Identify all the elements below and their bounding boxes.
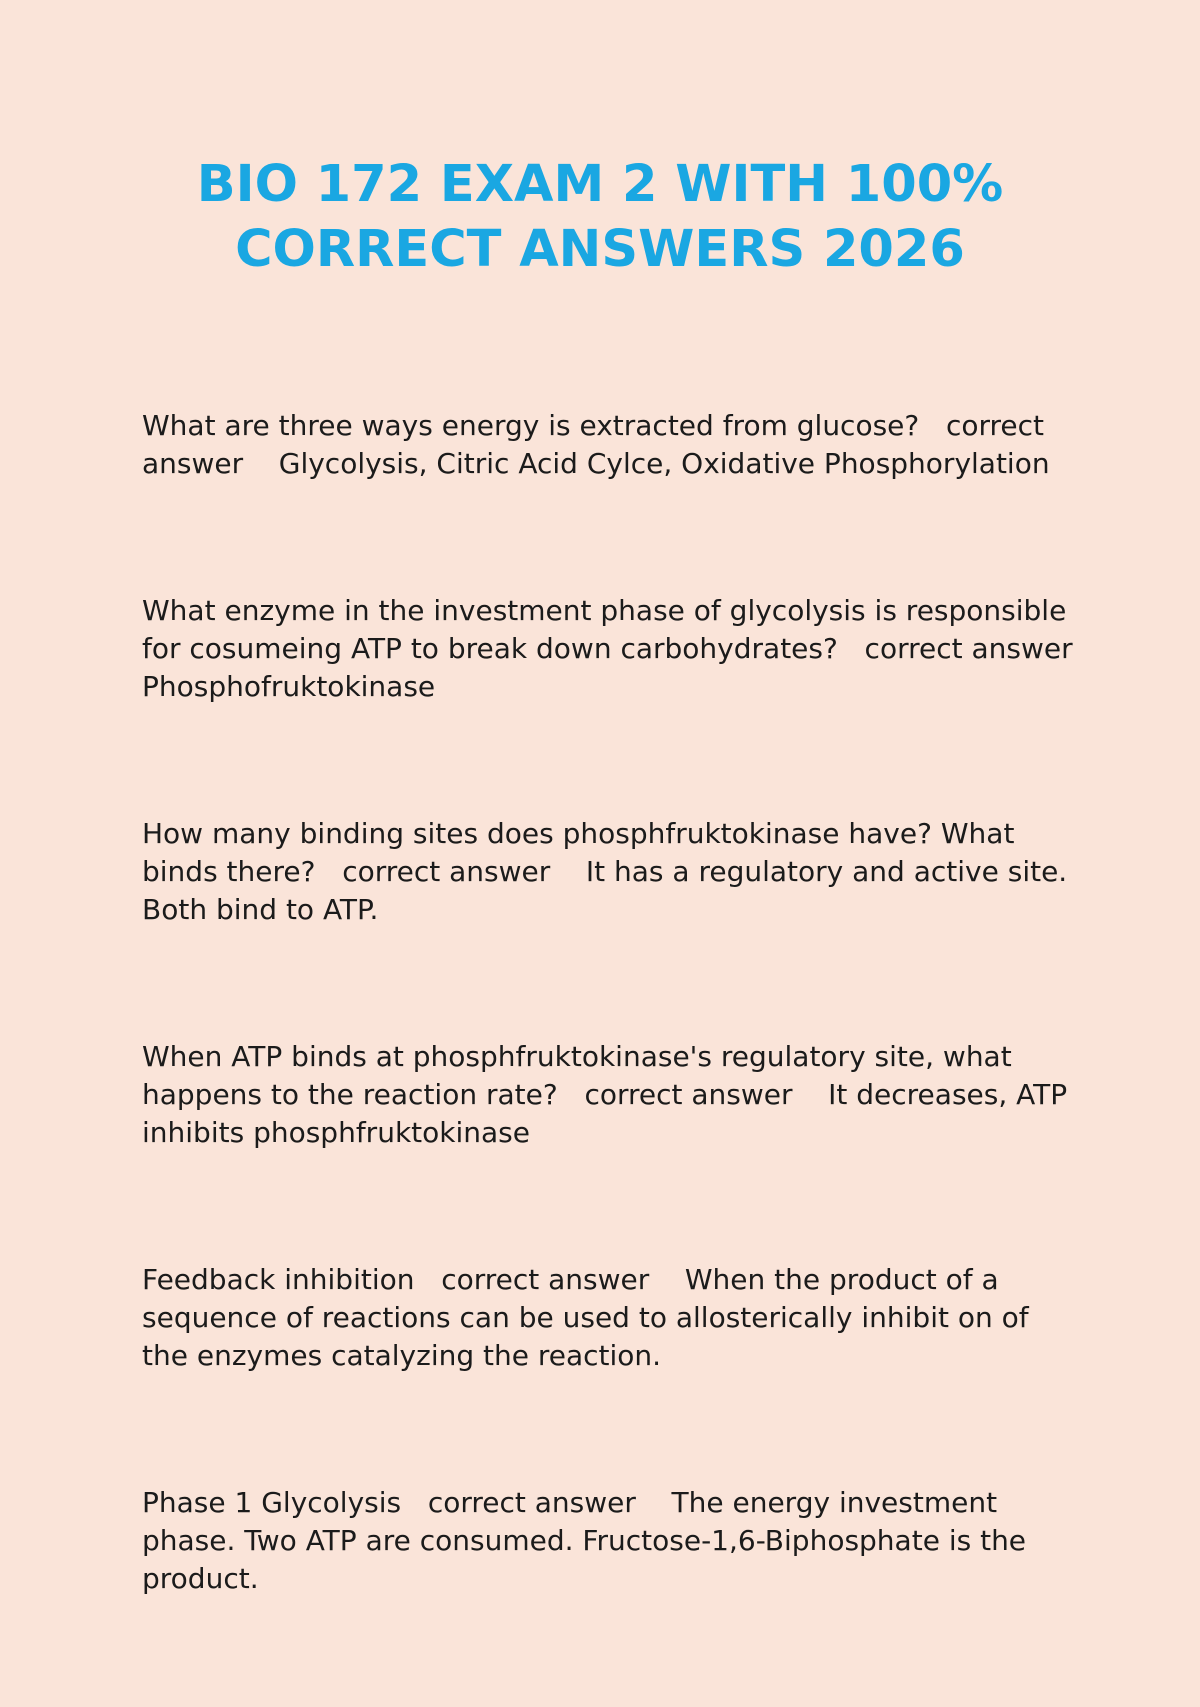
answer-text: It decreases, ATP inhibits phosphfruktokinase [142,1078,1077,1149]
qa-item [142,1038,1082,1152]
answer-text: Glycolysis, Citric Acid Cylce, Oxidative Phosphorylation [278,447,1050,480]
question-text: What enzyme in the investment phase of glycolysis is responsible for cosumeing ATP to break down carbohydrates? [142,594,1076,665]
answer-text: When the product of a sequence of reactions can be used to allosterically inhibit on of the enzymes catalyzing the reaction. [142,1263,1038,1372]
question-text: Phase 1 Glycolysis [142,1486,402,1519]
qa-item [142,1484,1082,1598]
question-text: When ATP binds at phosphfruktokinase's regulatory site, what happens to the reaction rate? [142,1040,1021,1111]
answer-text: It has a regulatory and active site. Both bind to ATP. [142,855,1077,926]
question-text: What are three ways energy is extracted from glucose? [142,409,920,442]
correct-answer-label: correct answer [441,1263,650,1296]
correct-answer-label: correct answer [584,1078,793,1111]
qa-item [142,815,1082,929]
title-line-2: CORRECT ANSWERS 2026 [235,220,965,279]
correct-answer-label: correct answer [142,409,1053,480]
qa-item [142,592,1082,706]
qa-item [142,407,1082,483]
title-line-1: BIO 172 EXAM 2 WITH 100% [196,155,1004,214]
correct-answer-label: correct answer [864,632,1073,665]
answer-text: The energy investment phase. Two ATP are consumed. Fructose-1,6-Biphosphate is the product. [142,1486,1035,1595]
document-title [0,152,1200,282]
correct-answer-label: correct answer [427,1486,636,1519]
correct-answer-label: correct answer [342,855,551,888]
qa-item [142,1261,1082,1375]
qa-list [142,407,1082,1707]
question-text: How many binding sites does phosphfruktokinase have? What binds there? [142,817,1024,888]
answer-text: Phosphofruktokinase [142,670,436,703]
question-text: Feedback inhibition [142,1263,415,1296]
